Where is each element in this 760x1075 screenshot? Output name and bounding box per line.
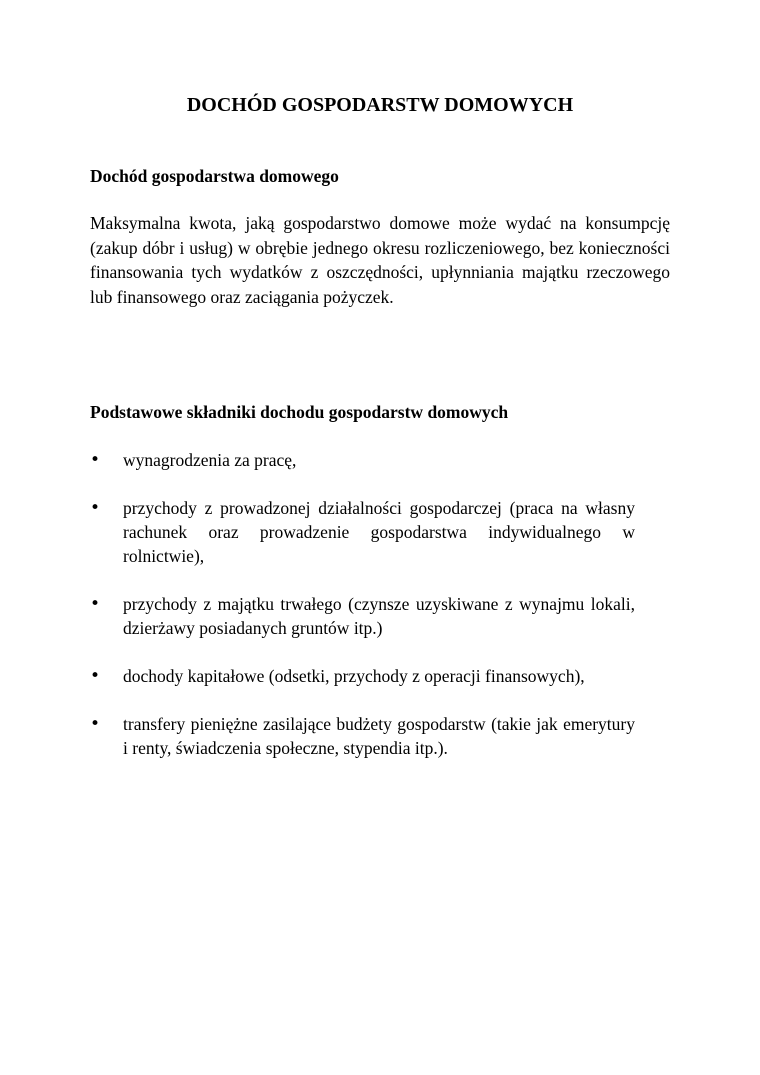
section-heading-income-components: Podstawowe składniki dochodu gospodarstw domowych [90, 402, 509, 422]
income-components-list [90, 448, 635, 784]
list-item-text: dochody kapitałowe (odsetki, przychody z operacji finansowych), [123, 666, 585, 686]
section-heading-household-income: Dochód gospodarstwa domowego [90, 166, 339, 186]
document-title: DOCHÓD GOSPODARSTW DOMOWYCH [186, 94, 574, 116]
list-item [90, 496, 635, 568]
list-item-text: przychody z majątku trwałego (czynsze uzyskiwane z wynajmu lokali, dzierżawy posiadanych gruntów itp.) [123, 594, 635, 638]
bullet-icon: • [90, 594, 101, 614]
list-item-text: wynagrodzenia za pracę, [123, 450, 297, 470]
bullet-icon: • [90, 498, 101, 518]
bullet-icon: • [90, 450, 101, 470]
list-item [90, 712, 635, 760]
list-item-text: transfery pieniężne zasilające budżety gospodarstw (takie jak emerytury i renty, świadczenia społeczne, stypendia itp.). [123, 714, 635, 758]
bullet-icon: • [90, 666, 101, 686]
list-item-text: przychody z prowadzonej działalności gospodarczej (praca na własny rachunek oraz prowadzenie gospodarstwa indywidualnego w rolnictwie), [123, 498, 635, 566]
list-item [90, 448, 635, 472]
definition-paragraph: Maksymalna kwota, jaką gospodarstwo domowe może wydać na konsumpcję (zakup dóbr i usług) w obrębie jednego okresu rozliczeniowego, bez konieczności finansowania tych wydatków z oszczędności, upłynniania majątku rzeczowego lub finansowego oraz zaciągania pożyczek. [90, 213, 670, 307]
bullet-icon: • [90, 714, 101, 734]
list-item [90, 592, 635, 640]
list-item [90, 664, 635, 688]
